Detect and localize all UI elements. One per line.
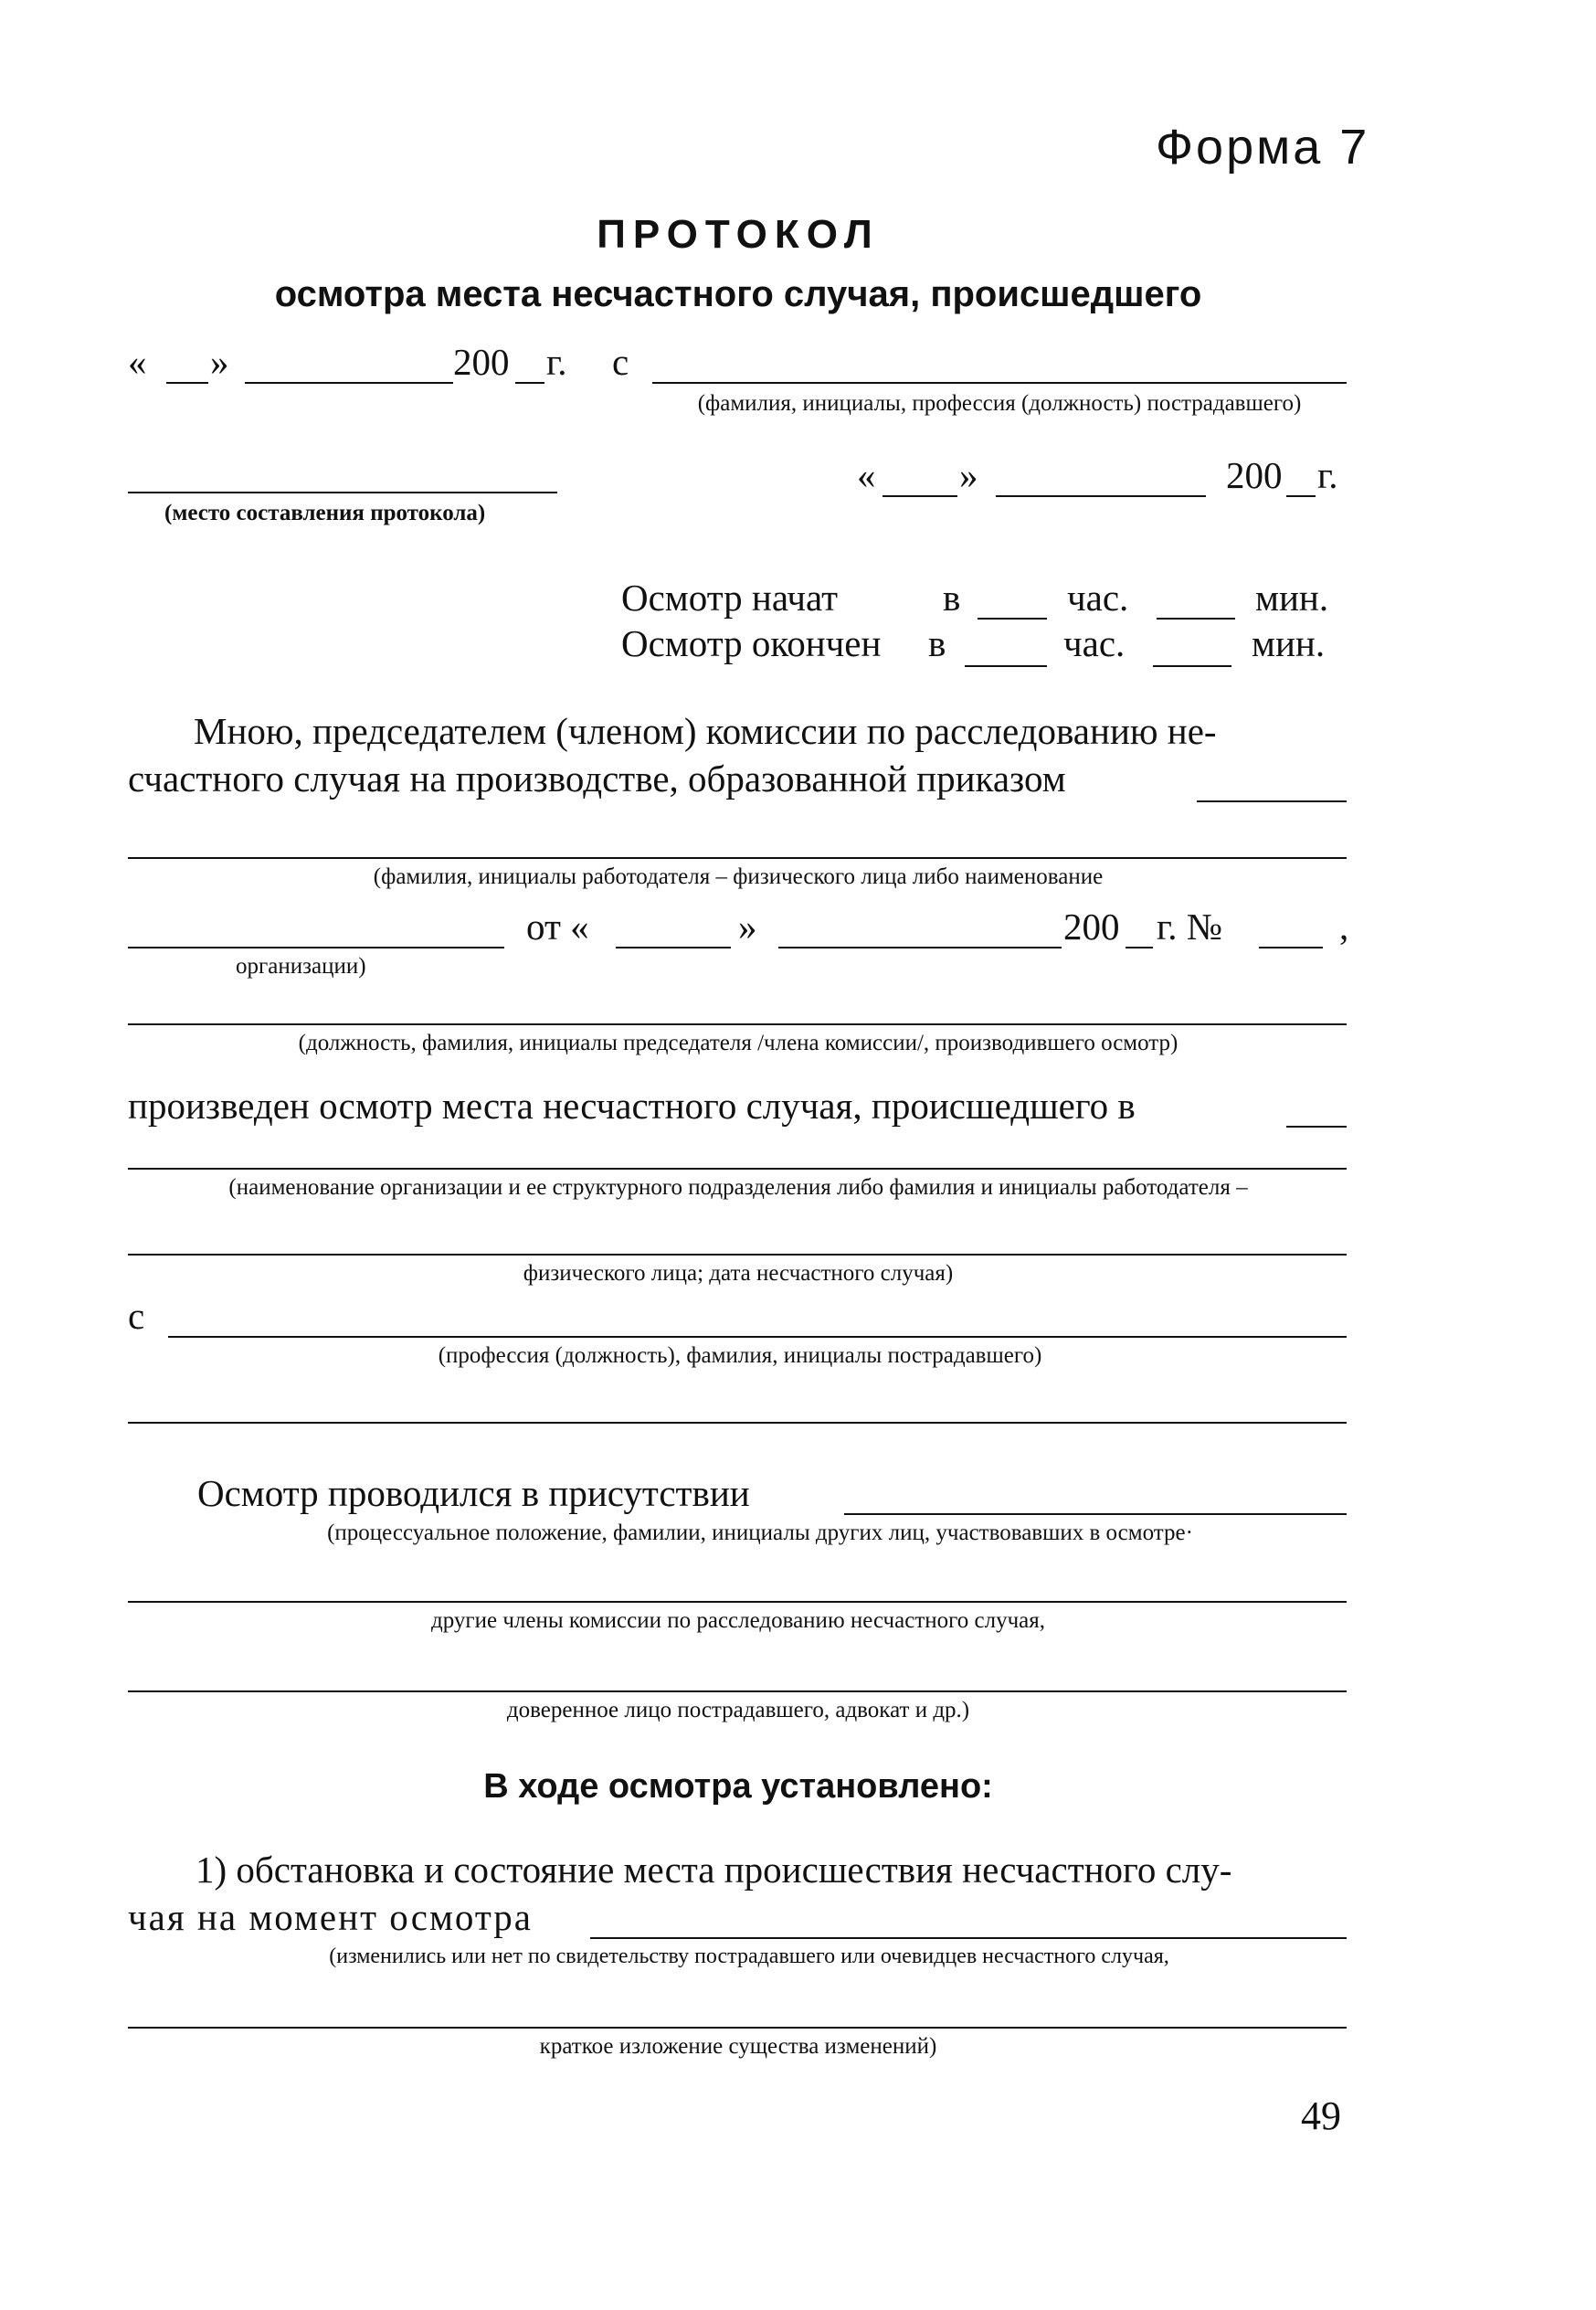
- start-minutes-label: мин.: [1255, 577, 1329, 619]
- order-number-label: г. №: [1157, 906, 1222, 948]
- page-number: 49: [1301, 2093, 1341, 2138]
- finding-1-line1: 1) обстановка и состояние места происшествия несчастного слу-: [196, 1849, 1232, 1891]
- order-year-prefix: 200: [1063, 906, 1120, 948]
- caption-victim-profession: (профессия (должность), фамилия, инициалы пострадавшего): [438, 1343, 1042, 1368]
- year-suffix: г.: [546, 341, 567, 383]
- inspection-place-field[interactable]: [1286, 1126, 1347, 1128]
- document-title: ПРОТОКОЛ: [597, 212, 880, 257]
- caption-changes: (изменились или нет по свидетельству пострадавшего или очевидцев несчастного случая,: [329, 1944, 1169, 1968]
- victim-profession-field[interactable]: [168, 1336, 1347, 1338]
- organization-name-field[interactable]: [128, 1168, 1347, 1170]
- caption-physical-person-date: физического лица; дата несчастного случая): [523, 1261, 954, 1286]
- start-hours-label: час.: [1067, 577, 1129, 619]
- presence-field[interactable]: [844, 1513, 1347, 1515]
- caption-commission-members: другие члены комиссии по расследованию несчастного случая,: [430, 1608, 1046, 1633]
- chairman-field[interactable]: [128, 1023, 1347, 1025]
- order-number-field[interactable]: [1259, 947, 1323, 948]
- caption-employer: (фамилия, инициалы работодателя – физического лица либо наименование: [373, 864, 1104, 889]
- finding-1-line2: чая на момент осмотра: [128, 1896, 533, 1938]
- order-comma: ,: [1339, 906, 1349, 948]
- order-year-field[interactable]: [1126, 947, 1153, 948]
- physical-person-field[interactable]: [128, 1254, 1347, 1256]
- date-quote-open: «: [128, 341, 147, 383]
- end-minutes-label: мин.: [1252, 622, 1326, 664]
- start-hours-field[interactable]: [978, 618, 1047, 620]
- employer-field-cont[interactable]: [128, 947, 504, 948]
- caption-summary: краткое изложение существа изменений): [539, 2034, 937, 2059]
- caption-place: (место составления протокола): [164, 501, 486, 525]
- employer-field[interactable]: [128, 857, 1347, 859]
- inspection-end-v: в: [928, 622, 946, 664]
- order-month-field[interactable]: [778, 947, 1062, 948]
- document-subtitle: осмотра места несчастного случая, происшедшего: [274, 274, 1202, 314]
- paragraph-chairman-line2: счастного случая на производстве, образованной приказом: [128, 758, 1066, 800]
- caption-presence: (процессуальное положение, фамилии, инициалы других лиц, участвовавших в осмотре·: [327, 1521, 1193, 1545]
- presence-label: Осмотр проводился в присутствии: [197, 1472, 750, 1514]
- caption-organization-name: (наименование организации и ее структурного подразделения либо фамилия и инициалы работодателя –: [228, 1175, 1248, 1200]
- date-quote-close: »: [210, 341, 229, 383]
- year-field[interactable]: [515, 382, 544, 384]
- victim-with-label: с: [128, 1295, 145, 1337]
- paragraph-chairman-line1: Мною, председателем (членом) комиссии по расследованию не-: [194, 710, 1217, 752]
- order-quote-close: »: [738, 906, 757, 948]
- order-ot-label: от «: [526, 906, 589, 948]
- caption-trusted-person: доверенное лицо пострадавшего, адвокат и др.): [506, 1698, 970, 1722]
- inspection-end-label: Осмотр окончен: [621, 622, 882, 664]
- presence-field-cont-1[interactable]: [128, 1601, 1347, 1603]
- year2-prefix: 200: [1226, 454, 1283, 496]
- day-field[interactable]: [166, 382, 208, 384]
- end-hours-label: час.: [1063, 622, 1126, 664]
- day2-field[interactable]: [883, 495, 957, 497]
- caption-chairman: (должность, фамилия, инициалы председателя /члена комиссии/, производившего осмотр): [298, 1031, 1179, 1055]
- place-field[interactable]: [128, 492, 557, 493]
- start-minutes-field[interactable]: [1157, 618, 1235, 620]
- year-prefix: 200: [453, 341, 510, 383]
- year2-field[interactable]: [1286, 495, 1316, 497]
- end-hours-field[interactable]: [965, 665, 1047, 667]
- paragraph-inspection-performed: произведен осмотр места несчастного случая, происшедшего в: [128, 1085, 1136, 1127]
- date2-quote-close: »: [959, 454, 978, 496]
- form-label: Форма 7: [1156, 120, 1370, 175]
- month-field[interactable]: [245, 382, 453, 384]
- situation-field-cont[interactable]: [128, 2027, 1347, 2029]
- inspection-start-v: в: [943, 577, 961, 619]
- presence-field-cont-2[interactable]: [128, 1690, 1347, 1692]
- year2-suffix: г.: [1317, 454, 1338, 496]
- order-field[interactable]: [1197, 800, 1347, 802]
- month2-field[interactable]: [996, 495, 1206, 497]
- findings-heading: В ходе осмотра установлено:: [483, 1767, 993, 1806]
- inspection-start-label: Осмотр начат: [621, 577, 839, 619]
- situation-field[interactable]: [590, 1937, 1347, 1939]
- with-label: с: [612, 341, 629, 383]
- end-minutes-field[interactable]: [1153, 665, 1231, 667]
- caption-victim-name: (фамилия, инициалы, профессия (должность) пострадавшего): [697, 391, 1302, 416]
- victim-profession-field-cont[interactable]: [128, 1422, 1347, 1424]
- caption-organization: организации): [236, 954, 366, 979]
- victim-field[interactable]: [652, 382, 1347, 384]
- date2-quote-open: «: [857, 454, 876, 496]
- order-day-field[interactable]: [616, 947, 731, 948]
